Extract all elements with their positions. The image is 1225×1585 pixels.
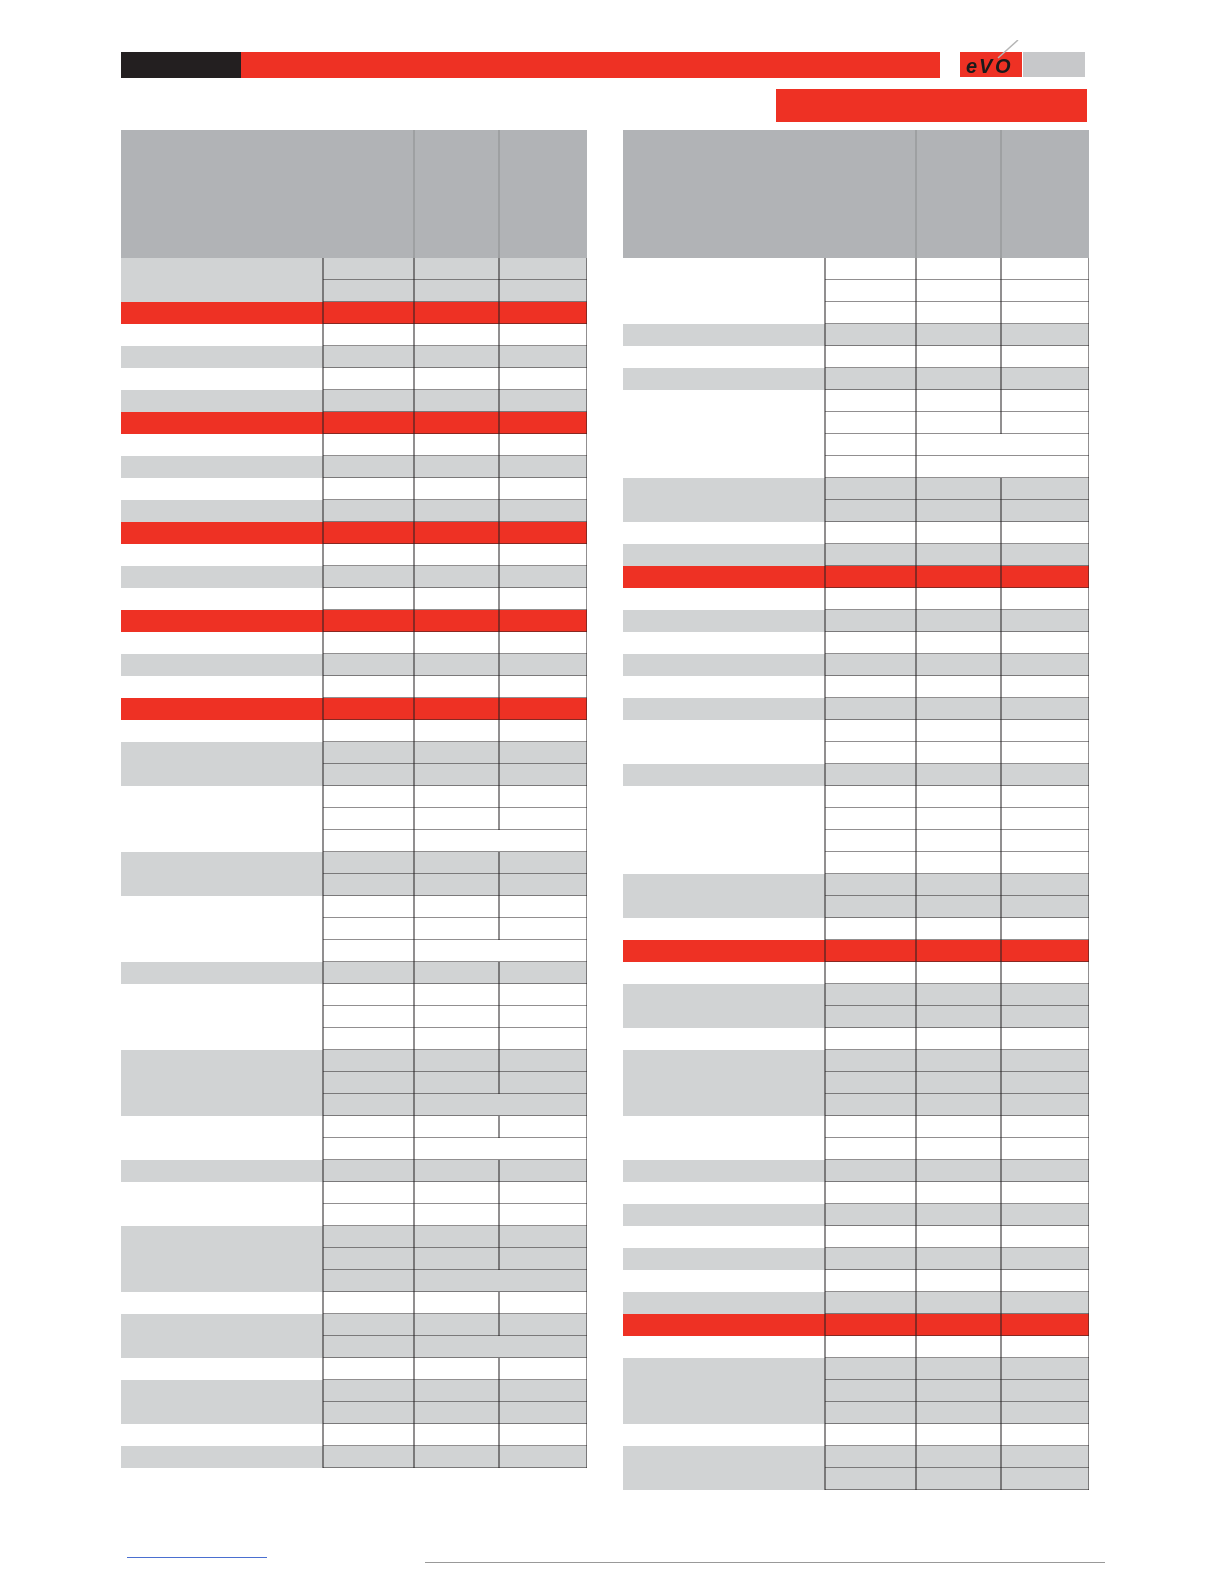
row-data-cells <box>825 566 1089 588</box>
row-data-cells <box>323 478 587 500</box>
row-name-cell <box>623 478 825 500</box>
evo-logo <box>960 40 1024 80</box>
row-data-cells <box>323 456 587 478</box>
row-name-cell <box>121 676 323 698</box>
row-data-cells <box>825 456 1089 478</box>
row-name-cell <box>121 830 323 852</box>
table-header <box>623 130 1089 258</box>
row-data-cells <box>323 258 587 280</box>
svg-text:O: O <box>995 56 1011 78</box>
row-name-cell <box>121 940 323 962</box>
row-name-cell <box>623 1006 825 1028</box>
row-name-cell <box>623 1446 825 1468</box>
row-name-cell <box>121 456 323 478</box>
row-name-cell <box>623 830 825 852</box>
row-name-cell <box>121 632 323 654</box>
row-data-cells <box>323 698 587 720</box>
row-data-cells <box>825 1116 1089 1138</box>
header-dark-segment <box>121 52 241 78</box>
row-data-cells <box>825 1270 1089 1292</box>
row-name-cell <box>121 896 323 918</box>
row-name-cell <box>121 1006 323 1028</box>
row-data-cells <box>825 720 1089 742</box>
row-name-cell <box>121 1138 323 1160</box>
row-name-cell <box>121 1182 323 1204</box>
row-data-cells <box>323 588 587 610</box>
row-name-cell <box>623 588 825 610</box>
row-name-cell <box>623 456 825 478</box>
row-name-cell <box>623 1116 825 1138</box>
row-data-cells <box>825 1248 1089 1270</box>
row-data-cells <box>323 1006 587 1028</box>
row-name-cell <box>623 632 825 654</box>
row-data-cells <box>323 1424 587 1446</box>
row-name-cell <box>623 852 825 874</box>
row-data-cells <box>825 1138 1089 1160</box>
row-name-cell <box>623 390 825 412</box>
row-data-cells <box>825 984 1089 1006</box>
row-data-cells <box>825 874 1089 896</box>
row-data-cells <box>323 654 587 676</box>
row-name-cell <box>623 1204 825 1226</box>
row-name-cell <box>623 1182 825 1204</box>
row-data-cells <box>825 940 1089 962</box>
row-name-cell <box>623 280 825 302</box>
row-name-cell <box>121 1050 323 1072</box>
row-data-cells <box>323 280 587 302</box>
row-name-cell <box>623 1402 825 1424</box>
row-data-cells <box>825 1226 1089 1248</box>
row-name-cell <box>623 742 825 764</box>
table-header <box>121 130 587 258</box>
row-data-cells <box>825 676 1089 698</box>
row-name-cell <box>121 302 323 324</box>
row-data-cells <box>825 1182 1089 1204</box>
row-data-cells <box>825 302 1089 324</box>
row-data-cells <box>825 1402 1089 1424</box>
row-data-cells <box>323 1160 587 1182</box>
row-data-cells <box>825 434 1089 456</box>
row-data-cells <box>825 698 1089 720</box>
row-name-cell <box>121 478 323 500</box>
row-data-cells <box>825 1380 1089 1402</box>
row-name-cell <box>623 1050 825 1072</box>
row-data-cells <box>323 1116 587 1138</box>
logo-grey-block <box>1023 52 1085 77</box>
left-table <box>121 130 587 1475</box>
row-data-cells <box>825 588 1089 610</box>
row-data-cells <box>323 764 587 786</box>
row-name-cell <box>623 1248 825 1270</box>
row-data-cells <box>825 852 1089 874</box>
row-name-cell <box>121 698 323 720</box>
row-name-cell <box>623 984 825 1006</box>
row-name-cell <box>623 1226 825 1248</box>
row-data-cells <box>825 610 1089 632</box>
row-data-cells <box>323 412 587 434</box>
row-data-cells <box>323 852 587 874</box>
row-data-cells <box>323 610 587 632</box>
row-data-cells <box>323 918 587 940</box>
row-name-cell <box>623 1314 825 1336</box>
row-name-cell <box>121 1204 323 1226</box>
row-name-cell <box>623 940 825 962</box>
row-data-cells <box>323 808 587 830</box>
row-name-cell <box>121 720 323 742</box>
row-data-cells <box>825 1468 1089 1490</box>
row-data-cells <box>825 830 1089 852</box>
row-data-cells <box>323 1314 587 1336</box>
row-name-cell <box>623 1094 825 1116</box>
row-name-cell <box>121 1028 323 1050</box>
row-data-cells <box>323 324 587 346</box>
row-name-cell <box>623 1336 825 1358</box>
row-data-cells <box>825 1204 1089 1226</box>
row-name-cell <box>121 1446 323 1468</box>
row-data-cells <box>825 522 1089 544</box>
row-name-cell <box>121 808 323 830</box>
row-name-cell <box>623 654 825 676</box>
row-data-cells <box>825 654 1089 676</box>
row-data-cells <box>323 544 587 566</box>
row-name-cell <box>121 1094 323 1116</box>
row-data-cells <box>825 478 1089 500</box>
row-data-cells <box>323 1358 587 1380</box>
row-name-cell <box>623 676 825 698</box>
table-right-svg <box>623 130 1089 1490</box>
footer-link[interactable] <box>127 1557 267 1558</box>
row-name-cell <box>121 1402 323 1424</box>
row-data-cells <box>323 390 587 412</box>
row-name-cell <box>121 390 323 412</box>
row-name-cell <box>121 434 323 456</box>
row-data-cells <box>825 896 1089 918</box>
row-name-cell <box>121 544 323 566</box>
row-data-cells <box>323 720 587 742</box>
row-data-cells <box>323 1028 587 1050</box>
row-data-cells <box>825 808 1089 830</box>
row-data-cells <box>825 742 1089 764</box>
row-data-cells <box>323 1094 587 1116</box>
row-data-cells <box>323 500 587 522</box>
row-name-cell <box>121 654 323 676</box>
row-name-cell <box>121 1248 323 1270</box>
row-data-cells <box>825 280 1089 302</box>
row-name-cell <box>623 918 825 940</box>
row-name-cell <box>623 1028 825 1050</box>
row-name-cell <box>623 698 825 720</box>
row-name-cell <box>121 852 323 874</box>
row-name-cell <box>121 1314 323 1336</box>
row-data-cells <box>825 1006 1089 1028</box>
row-data-cells <box>323 566 587 588</box>
row-name-cell <box>121 1292 323 1314</box>
row-name-cell <box>121 1424 323 1446</box>
row-data-cells <box>323 896 587 918</box>
row-name-cell <box>121 742 323 764</box>
row-data-cells <box>323 984 587 1006</box>
header-red-segment <box>241 52 940 78</box>
row-name-cell <box>623 566 825 588</box>
row-data-cells <box>825 1050 1089 1072</box>
row-name-cell <box>121 918 323 940</box>
row-name-cell <box>623 500 825 522</box>
row-data-cells <box>323 1402 587 1424</box>
svg-text:V: V <box>979 56 993 78</box>
row-data-cells <box>323 1292 587 1314</box>
row-data-cells <box>825 1358 1089 1380</box>
row-name-cell <box>623 1138 825 1160</box>
row-name-cell <box>121 962 323 984</box>
section-title-bar <box>776 89 1087 122</box>
row-name-cell <box>121 522 323 544</box>
row-name-cell <box>121 764 323 786</box>
row-data-cells <box>323 874 587 896</box>
row-data-cells <box>323 302 587 324</box>
footer-rule <box>425 1562 1105 1563</box>
row-data-cells <box>323 522 587 544</box>
row-data-cells <box>825 1446 1089 1468</box>
row-data-cells <box>323 434 587 456</box>
row-name-cell <box>121 412 323 434</box>
row-data-cells <box>825 962 1089 984</box>
table-left-svg <box>121 130 587 1468</box>
row-name-cell <box>623 1468 825 1490</box>
row-data-cells <box>825 390 1089 412</box>
right-table <box>623 130 1089 1505</box>
row-data-cells <box>323 786 587 808</box>
row-data-cells <box>323 1050 587 1072</box>
row-data-cells <box>825 1336 1089 1358</box>
row-name-cell <box>623 1380 825 1402</box>
row-data-cells <box>825 632 1089 654</box>
row-name-cell <box>623 1358 825 1380</box>
row-data-cells <box>825 544 1089 566</box>
row-name-cell <box>623 544 825 566</box>
row-data-cells <box>323 1248 587 1270</box>
row-data-cells <box>323 1226 587 1248</box>
row-name-cell <box>623 962 825 984</box>
row-name-cell <box>623 1160 825 1182</box>
row-data-cells <box>825 346 1089 368</box>
row-name-cell <box>121 1160 323 1182</box>
row-data-cells <box>825 324 1089 346</box>
row-name-cell <box>121 1270 323 1292</box>
row-name-cell <box>121 324 323 346</box>
row-name-cell <box>623 610 825 632</box>
row-name-cell <box>121 566 323 588</box>
row-data-cells <box>825 1072 1089 1094</box>
row-data-cells <box>323 1204 587 1226</box>
row-data-cells <box>323 346 587 368</box>
row-name-cell <box>623 1270 825 1292</box>
row-data-cells <box>825 1094 1089 1116</box>
row-data-cells <box>323 1270 587 1292</box>
row-name-cell <box>121 1358 323 1380</box>
row-data-cells <box>323 1380 587 1402</box>
row-name-cell <box>121 346 323 368</box>
row-data-cells <box>825 1028 1089 1050</box>
row-data-cells <box>825 368 1089 390</box>
row-name-cell <box>121 1380 323 1402</box>
row-data-cells <box>323 368 587 390</box>
row-data-cells <box>323 940 587 962</box>
row-name-cell <box>121 280 323 302</box>
row-data-cells <box>323 676 587 698</box>
row-data-cells <box>825 412 1089 434</box>
row-data-cells <box>323 962 587 984</box>
row-data-cells <box>825 1160 1089 1182</box>
row-name-cell <box>121 610 323 632</box>
row-name-cell <box>623 1072 825 1094</box>
row-name-cell <box>121 500 323 522</box>
row-data-cells <box>825 764 1089 786</box>
row-name-cell <box>623 522 825 544</box>
row-name-cell <box>623 720 825 742</box>
row-data-cells <box>323 632 587 654</box>
row-name-cell <box>623 324 825 346</box>
row-data-cells <box>825 786 1089 808</box>
row-name-cell <box>623 302 825 324</box>
row-data-cells <box>323 742 587 764</box>
row-name-cell <box>623 808 825 830</box>
svg-text:e: e <box>966 56 978 78</box>
row-name-cell <box>623 346 825 368</box>
row-data-cells <box>323 1182 587 1204</box>
row-name-cell <box>121 588 323 610</box>
row-name-cell <box>121 368 323 390</box>
row-name-cell <box>623 412 825 434</box>
row-name-cell <box>623 896 825 918</box>
row-data-cells <box>825 500 1089 522</box>
row-name-cell <box>121 1072 323 1094</box>
row-name-cell <box>121 258 323 280</box>
row-name-cell <box>121 1116 323 1138</box>
row-name-cell <box>623 434 825 456</box>
row-data-cells <box>323 1446 587 1468</box>
row-name-cell <box>623 1292 825 1314</box>
row-data-cells <box>323 1336 587 1358</box>
row-name-cell <box>121 1336 323 1358</box>
row-name-cell <box>623 764 825 786</box>
row-data-cells <box>825 1292 1089 1314</box>
row-name-cell <box>623 258 825 280</box>
row-data-cells <box>825 258 1089 280</box>
row-data-cells <box>323 830 587 852</box>
row-name-cell <box>623 874 825 896</box>
row-name-cell <box>623 786 825 808</box>
row-name-cell <box>121 786 323 808</box>
row-name-cell <box>623 1424 825 1446</box>
row-name-cell <box>121 984 323 1006</box>
row-name-cell <box>121 874 323 896</box>
row-data-cells <box>825 1424 1089 1446</box>
header-band <box>121 52 940 78</box>
row-data-cells <box>825 918 1089 940</box>
row-data-cells <box>323 1072 587 1094</box>
row-name-cell <box>623 368 825 390</box>
row-name-cell <box>121 1226 323 1248</box>
row-data-cells <box>323 1138 587 1160</box>
row-data-cells <box>825 1314 1089 1336</box>
